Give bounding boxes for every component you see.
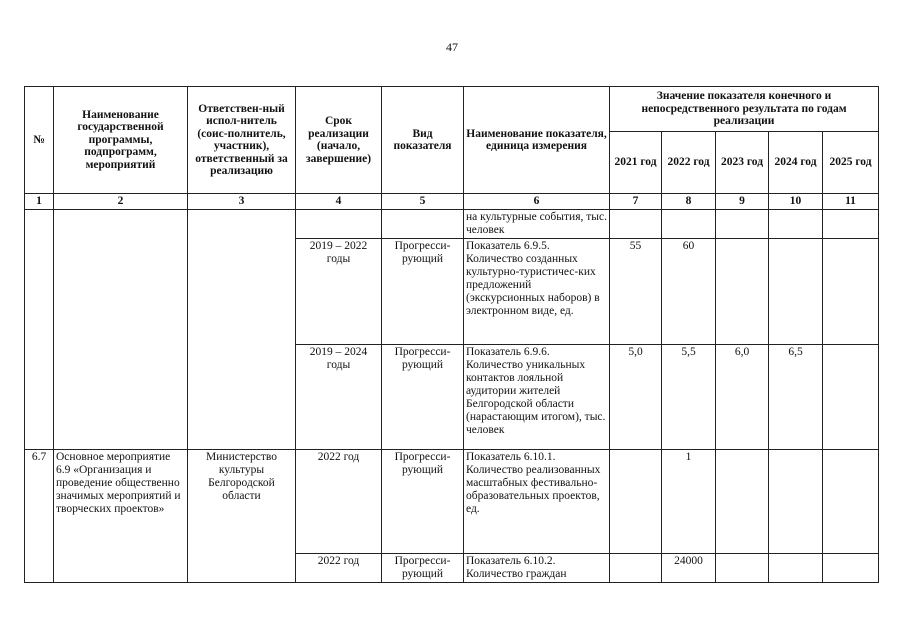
row-period: 2019 – 2022 годы (296, 238, 382, 344)
page-number: 47 (446, 40, 458, 54)
column-numbers-row (25, 194, 879, 210)
value-2022 (662, 209, 716, 238)
header-col-type: Вид показателя (382, 87, 464, 194)
column-number: 11 (823, 194, 879, 210)
column-number: 10 (769, 194, 823, 210)
header-col-no: № (25, 87, 54, 194)
value-2022: 1 (662, 449, 716, 553)
value-2023 (716, 449, 769, 553)
header-year-2021: 2021 год (610, 132, 662, 194)
row-indicator: Показатель 6.9.6. Количество уникальных контактов лояльной аудитории жителей Белгородской области (нарастающим итогом), тыс. человек (464, 344, 610, 449)
column-number: 3 (188, 194, 296, 210)
value-2022: 60 (662, 238, 716, 344)
row-indicator: Показатель 6.10.2. Количество граждан (464, 553, 610, 582)
row-type: Прогресси-рующий (382, 553, 464, 582)
row-type: Прогресси-рующий (382, 238, 464, 344)
column-number: 6 (464, 194, 610, 210)
row-type: Прогресси-рующий (382, 449, 464, 553)
value-2025 (823, 209, 879, 238)
value-2025 (823, 344, 879, 449)
value-2025 (823, 449, 879, 553)
row-period: 2019 – 2024 годы (296, 344, 382, 449)
value-2024 (769, 449, 823, 553)
column-number: 5 (382, 194, 464, 210)
row-executor: Министерство культуры Белгородской области (188, 449, 296, 582)
row-period: 2022 год (296, 449, 382, 553)
column-number: 9 (716, 194, 769, 210)
header-year-2024: 2024 год (769, 132, 823, 194)
row-executor (188, 209, 296, 449)
header-values-group: Значение показателя конечного и непосредственного результата по годам реализации (610, 87, 879, 132)
column-number: 7 (610, 194, 662, 210)
row-no (25, 209, 54, 449)
value-2024: 6,5 (769, 344, 823, 449)
value-2024 (769, 238, 823, 344)
header-year-2023: 2023 год (716, 132, 769, 194)
indicators-table (24, 86, 879, 583)
table-row (25, 209, 879, 238)
value-2022: 24000 (662, 553, 716, 582)
row-indicator: Показатель 6.10.1. Количество реализованных масштабных фестивально-образовательных проектов, ед. (464, 449, 610, 553)
value-2023: 6,0 (716, 344, 769, 449)
value-2021: 5,0 (610, 344, 662, 449)
column-number: 4 (296, 194, 382, 210)
column-number: 1 (25, 194, 54, 210)
header-year-2022: 2022 год (662, 132, 716, 194)
header-col-name: Наименование государственной программы, подпрограмм, мероприятий (54, 87, 188, 194)
value-2024 (769, 553, 823, 582)
column-number: 2 (54, 194, 188, 210)
value-2021 (610, 449, 662, 553)
header-col-period: Срок реализации (начало, завершение) (296, 87, 382, 194)
row-no: 6.7 (25, 449, 54, 582)
value-2025 (823, 553, 879, 582)
value-2024 (769, 209, 823, 238)
row-indicator: Показатель 6.9.5. Количество созданных культурно-туристичес-ких предложений (экскурсионных наборов) в электронном виде, ед. (464, 238, 610, 344)
value-2023 (716, 238, 769, 344)
value-2022: 5,5 (662, 344, 716, 449)
row-indicator: на культурные события, тыс. человек (464, 209, 610, 238)
value-2021: 55 (610, 238, 662, 344)
value-2021 (610, 553, 662, 582)
header-year-2025: 2025 год (823, 132, 879, 194)
header-col-executor: Ответствен-ный испол-нитель (соис-полнитель, участник), ответственный за реализацию (188, 87, 296, 194)
row-period (296, 209, 382, 238)
row-period: 2022 год (296, 553, 382, 582)
header-col-indicator: Наименование показателя, единица измерения (464, 87, 610, 194)
row-type (382, 209, 464, 238)
row-name (54, 209, 188, 449)
row-type: Прогресси-рующий (382, 344, 464, 449)
header-row-top (25, 87, 879, 132)
value-2023 (716, 209, 769, 238)
value-2021 (610, 209, 662, 238)
row-name: Основное мероприятие 6.9 «Организация и проведение общественно значимых мероприятий и творческих проектов» (54, 449, 188, 582)
table-row (25, 449, 879, 553)
value-2025 (823, 238, 879, 344)
value-2023 (716, 553, 769, 582)
column-number: 8 (662, 194, 716, 210)
